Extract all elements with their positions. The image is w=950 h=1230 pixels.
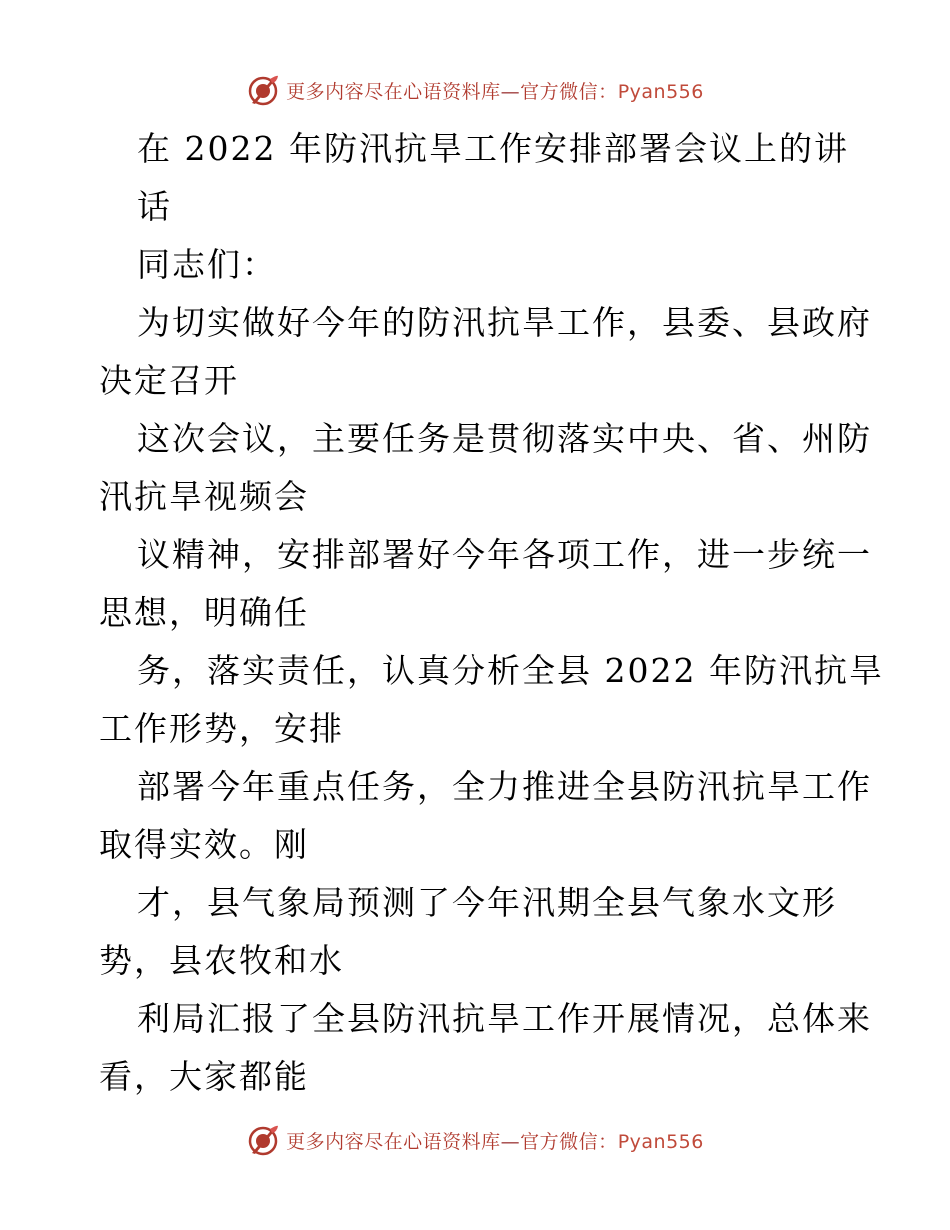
document-line: 思想，明确任	[99, 593, 309, 632]
document-line: 部署今年重点任务，全力推进全县防汛抗旱工作	[137, 767, 872, 806]
document-line: 工作形势，安排	[99, 709, 344, 748]
document-line: 汛抗旱视频会	[99, 477, 309, 516]
document-line: 才，县气象局预测了今年汛期全县气象水文形	[137, 883, 837, 922]
document-line: 取得实效。刚	[99, 825, 309, 864]
document-line: 为切实做好今年的防汛抗旱工作，县委、县政府	[137, 303, 872, 342]
document-line: 这次会议，主要任务是贯彻落实中央、省、州防	[137, 419, 872, 458]
document-line: 势，县农牧和水	[99, 941, 344, 980]
header-banner	[0, 70, 950, 110]
document-line: 利局汇报了全县防汛抗旱工作开展情况，总体来	[137, 999, 872, 1038]
document-line: 看，大家都能	[99, 1057, 309, 1096]
document-line: 议精神，安排部署好今年各项工作，进一步统一	[137, 535, 872, 574]
document-line: 决定召开	[99, 361, 239, 400]
header-banner-text: 更多内容尽在心语资料库—官方微信：Pyan556	[286, 80, 704, 103]
quill-seal-logo-icon	[246, 1123, 280, 1157]
quill-seal-logo-icon	[246, 73, 280, 107]
document-line: 话	[137, 187, 172, 226]
document-line: 同志们：	[137, 245, 277, 284]
footer-banner-text: 更多内容尽在心语资料库—官方微信：Pyan556	[286, 1130, 704, 1153]
document-line: 务，落实责任，认真分析全县 2022 年防汛抗旱	[137, 651, 884, 690]
document-body	[99, 120, 884, 1106]
footer-banner	[0, 1120, 950, 1160]
document-line: 在 2022 年防汛抗旱工作安排部署会议上的讲	[137, 129, 849, 168]
